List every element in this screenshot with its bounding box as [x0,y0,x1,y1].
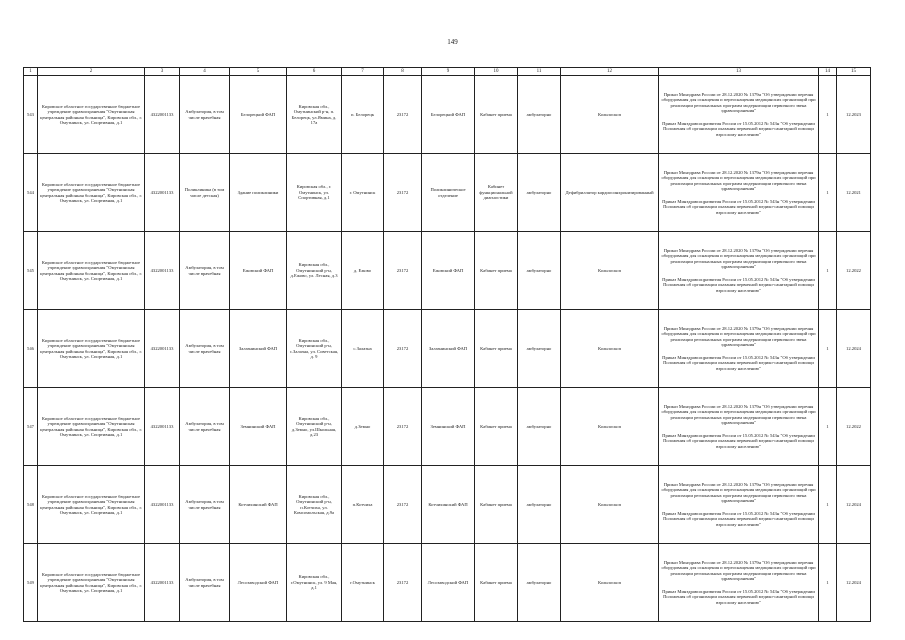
unit-name-cell: Земнинский ФАП [230,388,287,466]
code-cell: 23172 [384,466,422,544]
column-header: 6 [287,68,342,76]
legal-basis-cell [659,232,819,310]
care-condition-cell: амбулаторно [518,232,561,310]
equipment-cell: Кольпоскоп [561,310,659,388]
table-row [24,544,871,622]
inn-cell: 4322001133 [145,154,180,232]
department-cell: Лесозаводский ФАП [422,544,475,622]
column-header: 9 [422,68,475,76]
address-cell: Кировская обл., Омутнинский р-н, п. Белорецк, ул.Ямина, д. 17а [287,76,342,154]
equipment-cell: Кольпоскоп [561,544,659,622]
code-cell: 23172 [384,310,422,388]
inn-cell: 4322001133 [145,310,180,388]
legal-basis-cell [659,466,819,544]
department-cell: Залазнинский ФАП [422,310,475,388]
locality-cell: п. Белорецк [342,76,384,154]
date-cell: 12.2022 [837,388,871,466]
column-header: 14 [819,68,837,76]
column-header: 13 [659,68,819,76]
organization-cell: Кировское областное государственное бюджетное учреждение здравоохранения "Омутнинская центральная районная больница", Кировская обл., г. Омутнинск, ул. Спортивная, д.1 [38,310,145,388]
room-cell: Кабинет приема [475,544,518,622]
date-cell: 12.2021 [837,154,871,232]
organization-cell: Кировское областное государственное бюджетное учреждение здравоохранения "Омутнинская центральная районная больница", Кировская обл., г. Омутнинск, ул. Спортивная, д.1 [38,154,145,232]
legal-basis-cell [659,310,819,388]
code-cell: 23172 [384,232,422,310]
legal-basis-cell [659,154,819,232]
care-condition-cell: амбулаторно [518,154,561,232]
room-cell: Кабинет приема [475,232,518,310]
quantity-cell: 1 [819,388,837,466]
legal-basis-order-1379n: Приказ Минздрава России от 28.12.2020 № 1379н "Об утверждении перечня оборудования для оснащения и переоснащения медицинских организаций при реализации региональных программ модернизации первичного звена здравоохранения" [661,559,816,582]
quantity-cell: 1 [819,232,837,310]
quantity-cell: 1 [819,154,837,232]
legal-basis-order-543n: Приказ Минздравсоцразвития России от 15.05.2012 № 543н "Об утверждении Положения об организации оказания первичной медико-санитарной помощи взрослому населению" [662,588,815,605]
locality-cell: с.Залазна [342,310,384,388]
legal-basis-order-543n: Приказ Минздравсоцразвития России от 15.05.2012 № 543н "Об утверждении Положения об организации оказания первичной медико-санитарной помощи взрослому населению" [662,120,815,137]
column-header: 12 [561,68,659,76]
room-cell: Кабинет приема [475,76,518,154]
code-cell: 23172 [384,544,422,622]
table-row [24,76,871,154]
column-header: 8 [384,68,422,76]
equipment-cell: Дефибриллятор кардиосинхронизированный [561,154,659,232]
legal-basis-order-543n: Приказ Минздравсоцразвития России от 15.05.2012 № 543н "Об утверждении Положения об организации оказания первичной медико-санитарной помощи взрослому населению" [662,198,815,215]
organization-cell: Кировское областное государственное бюджетное учреждение здравоохранения "Омутнинская центральная районная больница", Кировская обл., г. Омутнинск, ул. Спортивная, д.1 [38,76,145,154]
facility-type-cell: Амбулатория, в том числе врачебная [180,388,230,466]
quantity-cell: 1 [819,544,837,622]
room-cell: Кабинет функциональной диагностики [475,154,518,232]
equipment-cell: Кольпоскоп [561,76,659,154]
legal-basis-order-543n: Приказ Минздравсоцразвития России от 15.05.2012 № 543н "Об утверждении Положения об организации оказания первичной медико-санитарной помощи взрослому населению" [662,432,815,449]
legal-basis-order-1379n: Приказ Минздрава России от 28.12.2020 № 1379н "Об утверждении перечня оборудования для оснащения и переоснащения медицинских организаций при реализации региональных программ модернизации первичного звена здравоохранения" [661,325,816,348]
equipment-table [23,67,871,622]
quantity-cell: 1 [819,466,837,544]
row-number: 544 [24,154,38,232]
table-row [24,154,871,232]
care-condition-cell: амбулаторно [518,310,561,388]
unit-name-cell: Котчихинский ФАП [230,466,287,544]
column-header: 5 [230,68,287,76]
address-cell: Кировская обл., Омутнинский р-н, д.Земно, ул.Школьная, д.23 [287,388,342,466]
equipment-cell: Кольпоскоп [561,388,659,466]
department-cell: Ежовский ФАП [422,232,475,310]
organization-cell: Кировское областное государственное бюджетное учреждение здравоохранения "Омутнинская центральная районная больница", Кировская обл., г. Омутнинск, ул. Спортивная, д.1 [38,466,145,544]
column-number-row [24,68,871,76]
table-row [24,310,871,388]
inn-cell: 4322001133 [145,232,180,310]
care-condition-cell: амбулаторно [518,466,561,544]
table-row [24,388,871,466]
row-number: 549 [24,544,38,622]
code-cell: 23172 [384,388,422,466]
facility-type-cell: Амбулатория, в том числе врачебная [180,544,230,622]
care-condition-cell: амбулаторно [518,388,561,466]
room-cell: Кабинет приема [475,466,518,544]
legal-basis-cell [659,544,819,622]
unit-name-cell: Лесозаводский ФАП [230,544,287,622]
address-cell: Кировская обл., Омутнинский р-н, д.Ежово, ул. Лесная, д.3 [287,232,342,310]
facility-type-cell: Амбулатория, в том числе врачебная [180,310,230,388]
row-number: 545 [24,232,38,310]
column-header: 15 [837,68,871,76]
quantity-cell: 1 [819,310,837,388]
facility-type-cell: Поликлиника (в том числе детская) [180,154,230,232]
legal-basis-cell [659,388,819,466]
column-header: 11 [518,68,561,76]
facility-type-cell: Амбулатория, в том числе врачебная [180,232,230,310]
legal-basis-order-1379n: Приказ Минздрава России от 28.12.2020 № 1379н "Об утверждении перечня оборудования для оснащения и переоснащения медицинских организаций при реализации региональных программ модернизации первичного звена здравоохранения" [661,403,816,426]
row-number: 543 [24,76,38,154]
date-cell: 12.2024 [837,466,871,544]
unit-name-cell: Здание поликлиники [230,154,287,232]
care-condition-cell: амбулаторно [518,544,561,622]
legal-basis-order-1379n: Приказ Минздрава России от 28.12.2020 № 1379н "Об утверждении перечня оборудования для оснащения и переоснащения медицинских организаций при реализации региональных программ модернизации первичного звена здравоохранения" [661,247,816,270]
code-cell: 23172 [384,76,422,154]
unit-name-cell: Залазнинский ФАП [230,310,287,388]
date-cell: 12.2024 [837,310,871,388]
facility-type-cell: Амбулатория, в том числе врачебная [180,466,230,544]
room-cell: Кабинет приема [475,310,518,388]
date-cell: 12.2024 [837,544,871,622]
facility-type-cell: Амбулатория, в том числе врачебная [180,76,230,154]
organization-cell: Кировское областное государственное бюджетное учреждение здравоохранения "Омутнинская центральная районная больница", Кировская обл., г. Омутнинск, ул. Спортивная, д.1 [38,388,145,466]
address-cell: Кировская обл., г. Омутнинск, ул. Спортивная, д.1 [287,154,342,232]
legal-basis-order-543n: Приказ Минздравсоцразвития России от 15.05.2012 № 543н "Об утверждении Положения об организации оказания первичной медико-санитарной помощи взрослому населению" [662,354,815,371]
column-header: 2 [38,68,145,76]
legal-basis-order-1379n: Приказ Минздрава России от 28.12.2020 № 1379н "Об утверждении перечня оборудования для оснащения и переоснащения медицинских организаций при реализации региональных программ модернизации первичного звена здравоохранения" [661,169,816,192]
address-cell: Кировская обл., г.Омутнинск, ул. 9 Мая, д.1 [287,544,342,622]
organization-cell: Кировское областное государственное бюджетное учреждение здравоохранения "Омутнинская центральная районная больница", Кировская обл., г. Омутнинск, ул. Спортивная, д.1 [38,544,145,622]
unit-name-cell: Ежовский ФАП [230,232,287,310]
column-header: 10 [475,68,518,76]
locality-cell: п.Котчиха [342,466,384,544]
equipment-cell: Кольпоскоп [561,232,659,310]
inn-cell: 4322001133 [145,388,180,466]
unit-name-cell: Белорецкий ФАП [230,76,287,154]
locality-cell: г. Омутнинск [342,154,384,232]
locality-cell: д.Земно [342,388,384,466]
legal-basis-order-1379n: Приказ Минздрава России от 28.12.2020 № 1379н "Об утверждении перечня оборудования для оснащения и переоснащения медицинских организаций при реализации региональных программ модернизации первичного звена здравоохранения" [661,91,816,114]
locality-cell: д. Ежово [342,232,384,310]
organization-cell: Кировское областное государственное бюджетное учреждение здравоохранения "Омутнинская центральная районная больница", Кировская обл., г. Омутнинск, ул. Спортивная, д.1 [38,232,145,310]
date-cell: 12.2023 [837,76,871,154]
locality-cell: г.Омутнинск [342,544,384,622]
legal-basis-cell [659,76,819,154]
row-number: 547 [24,388,38,466]
row-number: 546 [24,310,38,388]
legal-basis-order-1379n: Приказ Минздрава России от 28.12.2020 № 1379н "Об утверждении перечня оборудования для оснащения и переоснащения медицинских организаций при реализации региональных программ модернизации первичного звена здравоохранения" [661,481,816,504]
page-number: 149 [447,38,458,46]
legal-basis-order-543n: Приказ Минздравсоцразвития России от 15.05.2012 № 543н "Об утверждении Положения об организации оказания первичной медико-санитарной помощи взрослому населению" [662,276,815,293]
column-header: 7 [342,68,384,76]
column-header: 3 [145,68,180,76]
row-number: 548 [24,466,38,544]
column-header: 4 [180,68,230,76]
address-cell: Кировская обл., Омутнинский р-н, п.Котчиха, ул. Комсомольская, д.9а [287,466,342,544]
legal-basis-order-543n: Приказ Минздравсоцразвития России от 15.05.2012 № 543н "Об утверждении Положения об организации оказания первичной медико-санитарной помощи взрослому населению" [662,510,815,527]
equipment-cell: Кольпоскоп [561,466,659,544]
code-cell: 23172 [384,154,422,232]
department-cell: Земнинский ФАП [422,388,475,466]
date-cell: 12.2022 [837,232,871,310]
inn-cell: 4322001133 [145,466,180,544]
room-cell: Кабинет приема [475,388,518,466]
table-row [24,466,871,544]
department-cell: Белорецкий ФАП [422,76,475,154]
department-cell: Котчихинский ФАП [422,466,475,544]
care-condition-cell: амбулаторно [518,76,561,154]
column-header: 1 [24,68,38,76]
table-row [24,232,871,310]
inn-cell: 4322001133 [145,544,180,622]
address-cell: Кировская обл., Омутнинский р-н, с.Залазна, ул. Советская, д. 9 [287,310,342,388]
inn-cell: 4322001133 [145,76,180,154]
quantity-cell: 1 [819,76,837,154]
department-cell: Поликлиническое отделение [422,154,475,232]
